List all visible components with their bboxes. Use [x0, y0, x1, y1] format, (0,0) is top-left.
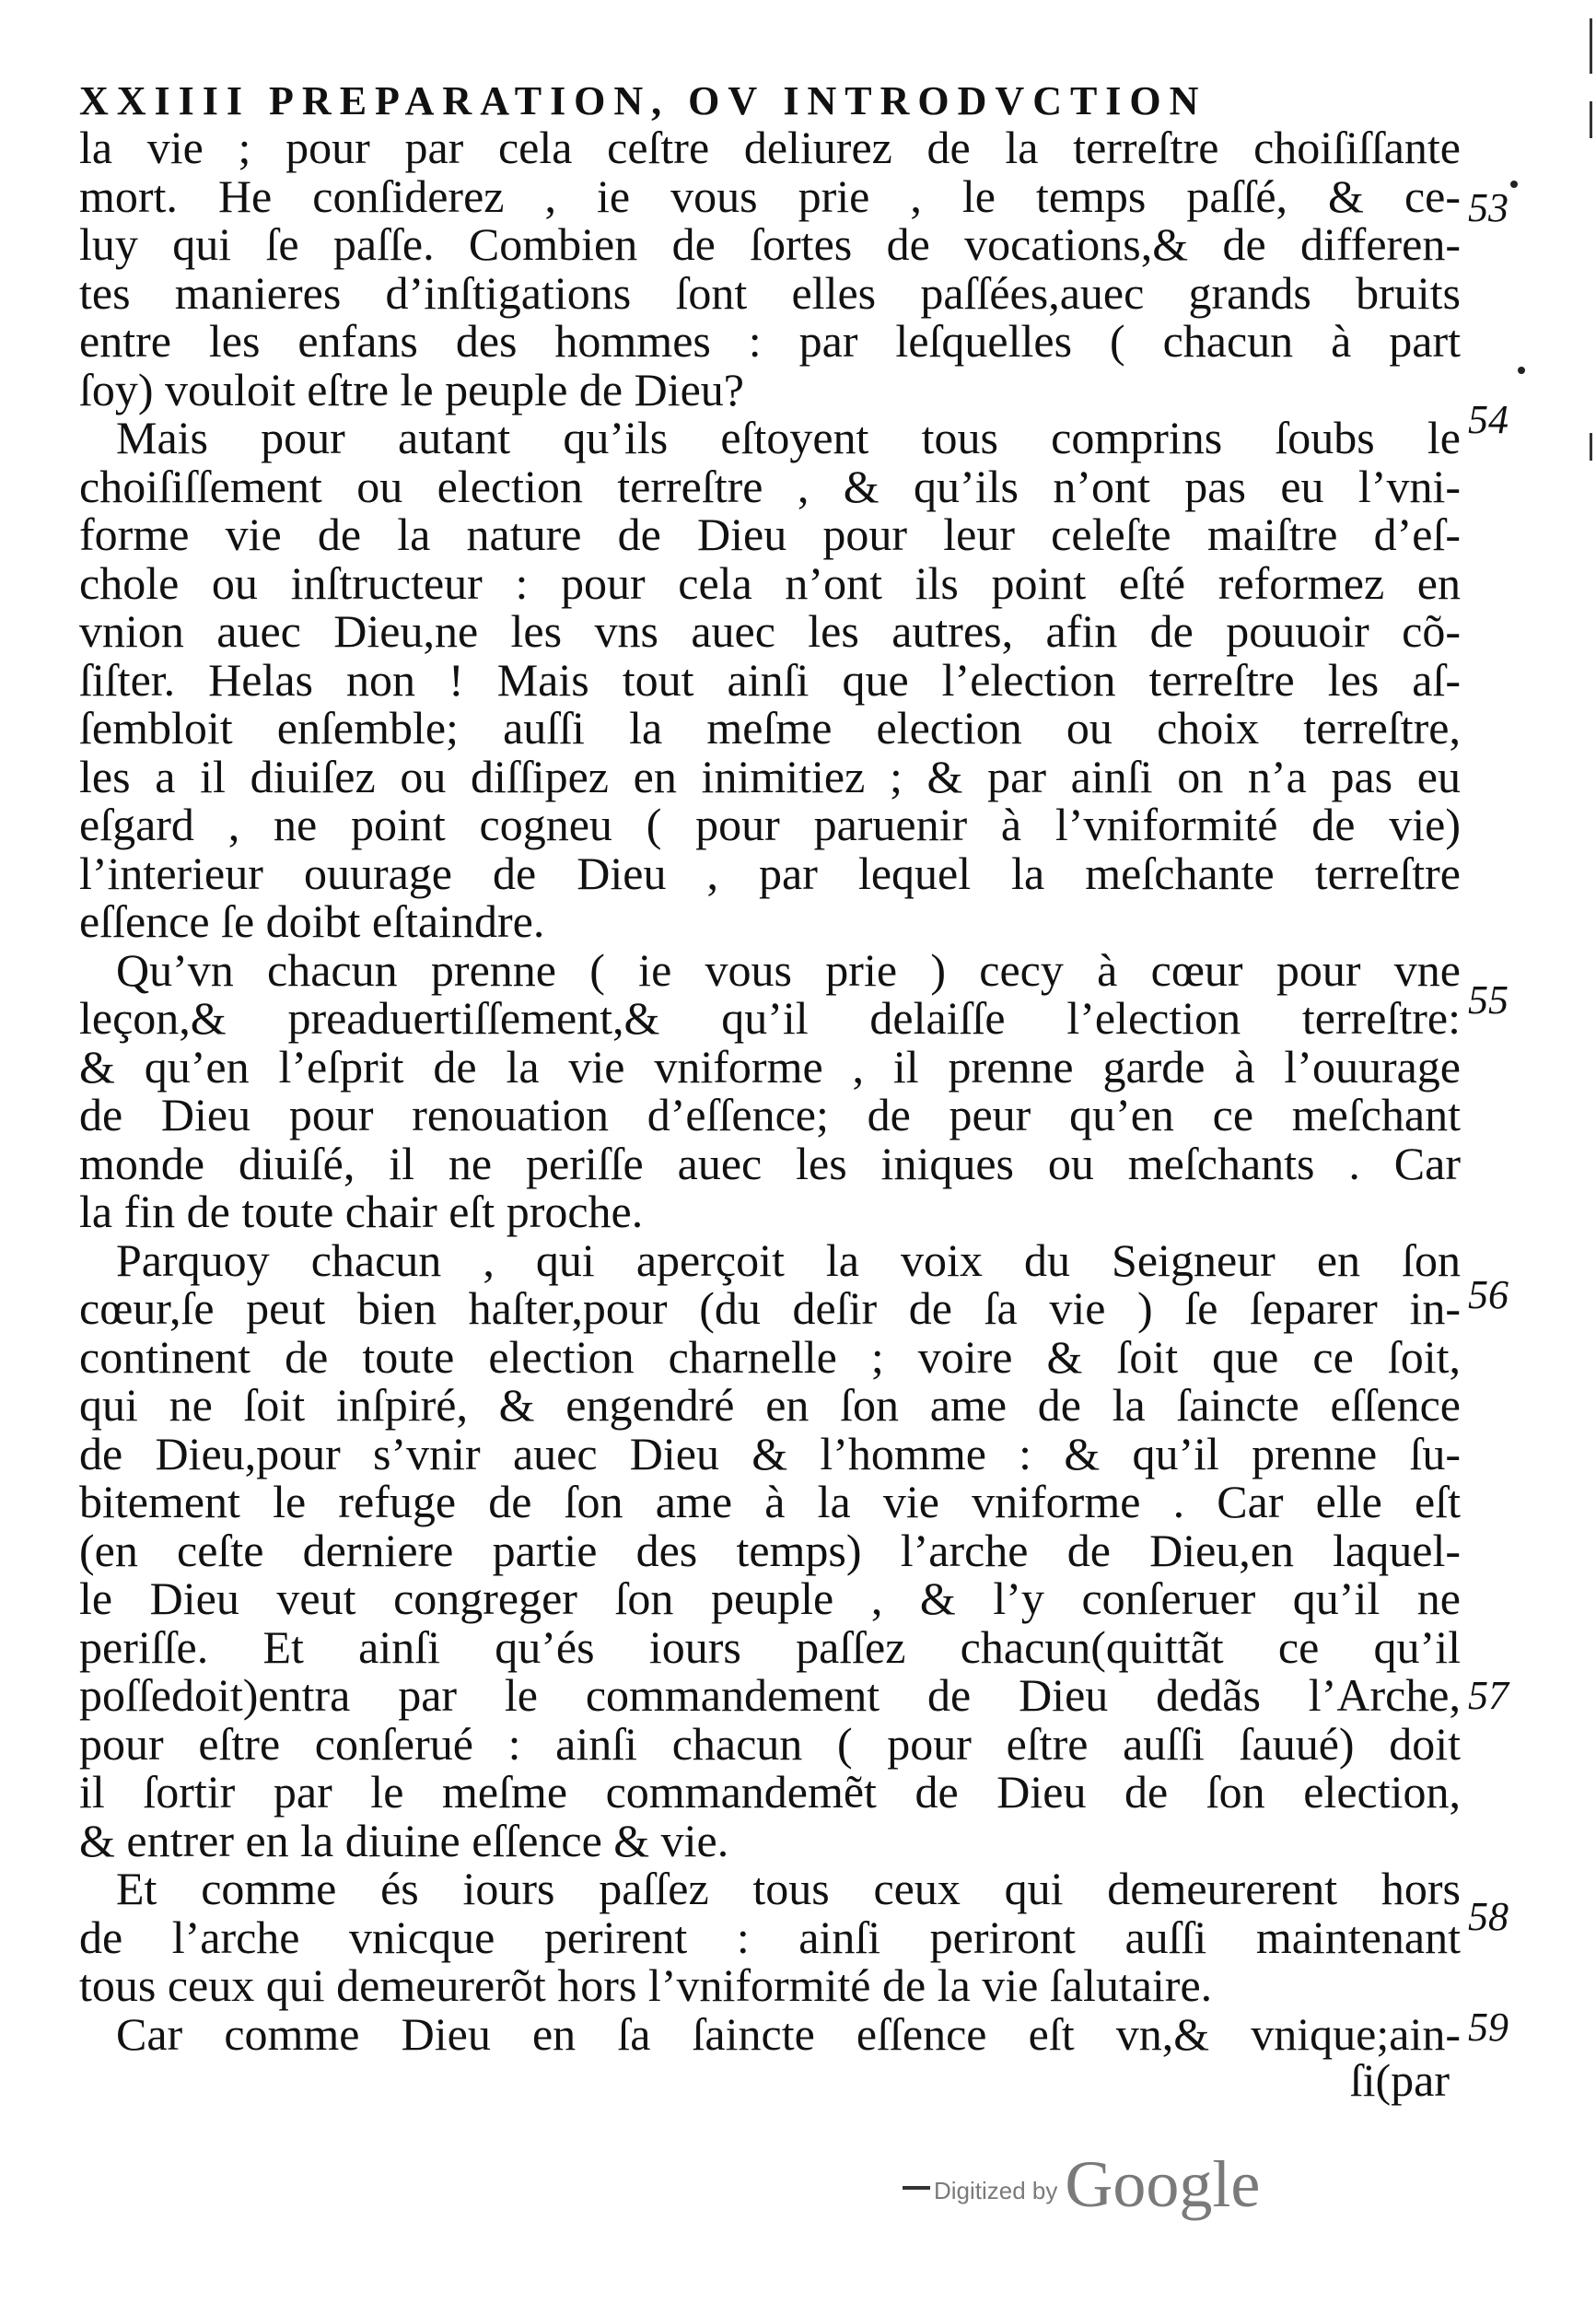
text-line: poſſedoit)entra par le commandement de Dieu dedãs l’Arche, [79, 1669, 1461, 1721]
text-line: (en ceſte derniere partie des temps) l’arche de Dieu,en laquel- [79, 1524, 1461, 1576]
text-line: periſſe. Et ainſi qu’és iours paſſez chacun(quittãt ce qu’il [79, 1620, 1461, 1673]
text-line: cœur,ſe peut bien haſter,pour (du deſir de ſa vie ) ſe ſeparer in- [79, 1282, 1461, 1334]
text-line: Parquoy chacun , qui aperçoit la voix du Seigneur en ſon [116, 1233, 1461, 1286]
text-line: la vie ; pour par cela ceſtre deliurez de la terreſtre choiſiſſante [79, 122, 1461, 173]
text-line: forme vie de la nature de Dieu pour leur celeſte maiſtre d’eſ- [79, 509, 1461, 560]
scan-edge [1590, 18, 1592, 74]
digitized-label: Digitized by [934, 2177, 1058, 2204]
text-line: tes manieres d’inſtigations ſont elles paſſées,auec grands bruits [79, 266, 1461, 319]
text-line: & qu’en l’eſprit de la vie vniforme , il prenne garde à l’ouurage [79, 1040, 1461, 1093]
verse-number: 53 [1468, 185, 1509, 230]
text-line: leçon,& preaduertiſſement,& qu’il delaiſſe l’election terreſtre: [79, 992, 1461, 1044]
text-line: ſembloit enſemble; auſſi la meſme election ou choix terreſtre, [79, 702, 1461, 754]
digitized-watermark [903, 2146, 1260, 2223]
scan-mark [1510, 181, 1518, 188]
text-line: & entrer en la diuine eſſence & vie. [79, 1814, 729, 1866]
scan-edge [1590, 101, 1592, 138]
verse-number: 58 [1468, 1894, 1509, 1939]
text-line: l’interieur ouurage de Dieu , par lequel la meſchante terreſtre [79, 847, 1461, 899]
text-line: luy qui ſe paſſe. Combien de ſortes de vocations,& de differen- [79, 218, 1461, 270]
verse-number: 56 [1468, 1272, 1509, 1317]
text-line: monde diuiſé, il ne periſſe auec les iniques ou meſchants . Car [79, 1137, 1461, 1189]
text-line: vnion auec Dieu,ne les vns auec les autres, afin de pouuoir cõ- [79, 605, 1461, 657]
text-line: bitement le refuge de ſon ame à la vie vniforme . Car elle eſt [79, 1476, 1461, 1527]
text-line: eſſence ſe doibt eſtaindre. [79, 895, 545, 947]
text-line: continent de toute election charnelle ; voire & ſoit que ce ſoit, [79, 1330, 1461, 1383]
text-line: Car comme Dieu en ſa ſaincte eſſence eſt vn,& vnique;ain- [116, 2007, 1461, 2060]
text-line: de l’arche vnicque perirent : ainſi periront auſſi maintenant [79, 1911, 1461, 1963]
text-line: mort. He conſiderez , ie vous prie , le temps paſſé, & ce- [79, 170, 1461, 222]
verse-number: 55 [1468, 977, 1509, 1023]
text-line: qui ne ſoit inſpiré, & engendré en ſon ame de la ſaincte eſſence [79, 1379, 1461, 1431]
text-line: eſgard , ne point cogneu ( pour paruenir à l’vniformité de vie) [79, 799, 1461, 850]
text-line: il ſortir par le meſme commandemẽt de Dieu de ſon election, [79, 1766, 1461, 1818]
text-line: ſi(par [1349, 2054, 1450, 2106]
text-line: tous ceux qui demeurerõt hors l’vniformité de la vie ſalutaire. [79, 1959, 1213, 2011]
text-line: chole ou inſtructeur : pour cela n’ont ils point eſté reformez en [79, 556, 1461, 609]
text-line: choiſiſſement ou election terreſtre , & qu’ils n’ont pas eu l’vni- [79, 460, 1461, 512]
scan-edge [1590, 433, 1592, 461]
verse-number: 59 [1468, 2005, 1509, 2050]
text-line: le Dieu veut congreger ſon peuple , & l’y conſeruer qu’il ne [79, 1572, 1461, 1624]
text-line: de Dieu,pour s’vnir auec Dieu & l’homme : & qu’il prenne ſu- [79, 1427, 1461, 1479]
text-line: ſiſter. Helas non ! Mais tout ainſi que l’election terreſtre les aſ- [79, 653, 1461, 706]
verse-number: 57 [1468, 1673, 1509, 1718]
verse-number: 54 [1468, 397, 1509, 442]
text-line: Mais pour autant qu’ils eſtoyent tous comprins ſoubs le [116, 412, 1461, 463]
text-line: ſoy) vouloit eſtre le peuple de Dieu? [79, 363, 744, 415]
text-line: Et comme és iours paſſez tous ceux qui demeurerent hors [116, 1863, 1461, 1914]
scan-mark [1518, 367, 1525, 374]
text-line: de Dieu pour renouation d’eſſence; de peur qu’en ce meſchant [79, 1089, 1461, 1140]
running-header: XXIIII PREPARATION, OV INTRODVCTION [79, 78, 1207, 123]
text-line: pour eſtre conſerué : ainſi chacun ( pour eſtre auſſi ſauué) doit [79, 1717, 1461, 1770]
google-logo-text: Google [1065, 2147, 1261, 2221]
text-line: les a il diuiſez ou diſſipez en inimitiez ; & par ainſi on n’a pas eu [79, 750, 1461, 802]
text-line: entre les enfans des hommes : par leſquelles ( chacun à part [79, 315, 1461, 367]
text-line: la fin de toute chair eſt proche. [79, 1186, 644, 1237]
text-line: Qu’vn chacun prenne ( ie vous prie ) cecy à cœur pour vne [116, 943, 1461, 996]
